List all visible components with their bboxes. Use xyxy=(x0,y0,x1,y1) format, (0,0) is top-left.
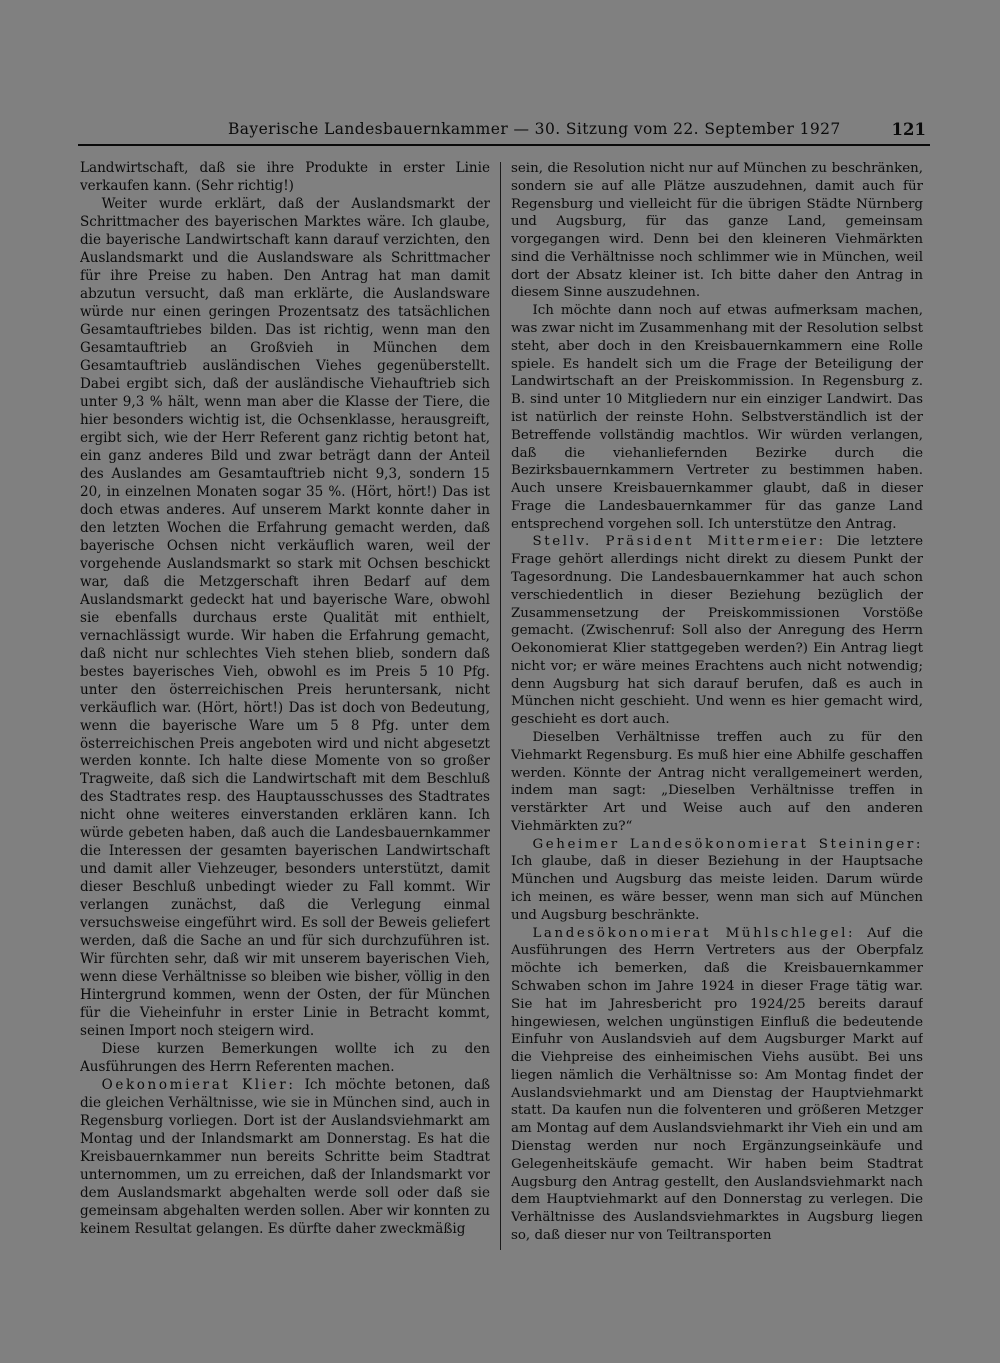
running-title: Bayerische Landesbauernkammer — 30. Sitzung vom 22. September 1927 xyxy=(228,120,841,138)
paragraph-text: Landwirtschaft, daß sie ihre Produkte in erster Linie verkaufen kann. (Sehr richtig!) xyxy=(80,160,490,194)
page-header xyxy=(78,120,930,144)
column-divider xyxy=(500,162,501,1250)
speaker-name: Oekonomierat Klier: xyxy=(101,1077,296,1094)
paragraph-text: Ich möchte dann noch auf etwas aufmerksam machen, was zwar nicht im Zusammenhang mit der Resolution selbst steht, aber doch in den Kreisbauernkammern eine Rolle spiele. Es handelt sich um die Frage der Beteiligung der Landwirtschaft an der Preiskommission. In Regensburg z. B. sind unter 10 Mitgliedern nur ein einziger Landwirt. Das ist natürlich der reinste Hohn. Selbstverständlich ist der Betreffende vollständig machtlos. Wir würden verlangen, daß die viehanliefernden Bezirke durch die Bezirksbauernkammern Vertreter zu bestimmen haben. Auch unsere Kreisbauernkammer glaubt, daß in dieser Frage die Landesbauernkammer für das ganze Land entsprechend vorgehen soll. Ich unterstütze den Antrag. xyxy=(511,303,923,532)
paragraph xyxy=(80,1041,490,1077)
page-number: 121 xyxy=(891,120,926,139)
paragraph-text: Weiter wurde erklärt, daß der Auslandsmarkt der Schrittmacher des bayerischen Marktes wäre. Ich glaube, die bayerische Landwirtschaft kann darauf verzichten, den Auslandsmarkt und die Auslandsware als Schrittmacher für ihre Preise zu haben. Den Antrag hat man damit abzutun versucht, daß man erklärte, die Auslandsware würde nur einen geringen Prozentsatz des tatsächlichen Gesamtauftriebes bilden. Das ist richtig, wenn man den Gesamtauftrieb an Großvieh in München dem Gesamtauftrieb ausländischen Viehes gegenüberstellt. Dabei ergibt sich, daß der ausländische Viehauftrieb sich unter 9,3 % hält, wenn man aber die Klasse der Tiere, die hier besonders wichtig ist, die Ochsenklasse, herausgreift, ergibt sich, wie der Herr Referent ganz richtig betont hat, ein ganz anderes Bild und zwar beträgt dann der Anteil des Auslandes am Gesamtauftrieb nicht 9,3, sondern 15 20, in einzelnen Monaten sogar 35 %. (Hört, hört!) Das ist doch etwas anderes. Auf unserem Markt konnte daher in den letzten Wochen die Erfahrung gemacht werden, daß bayerische Ochsen nicht verkäuflich waren, weil der vorgehende Auslandsmarkt so stark mit Ochsen beschickt war, daß die Metzgerschaft ihren Bedarf auf dem Auslandsmarkt gedeckt hat und bayerische Ware, obwohl sie ebenfalls durchaus erste Qualität mit enthielt, vernachlässigt wurde. Wir haben die Erfahrung gemacht, daß nicht nur schlechtes Vieh stehen blieb, sondern daß bestes bayerisches Vieh, obwohl es im Preis 5 10 Pfg. unter den österreichischen Preis heruntersank, nicht verkäuflich war. (Hört, hört!) Das ist doch von Bedeutung, wenn die bayerische Ware um 5 8 Pfg. unter dem österreichischen Preis angeboten wird und nicht abgesetzt werden konnte. Ich halte diese Momente von so großer Tragweite, daß sich die Landwirtschaft mit dem Beschluß des Stadtrates resp. des Hauptausschusses des Stadtrates nicht ohne weiteres einverstanden erklären kann. Ich würde gebeten haben, daß auch die Landesbauernkammer die Interessen der gesamten bayerischen Landwirtschaft und damit aller Viehzeuger, besonders unterstützt, damit dieser Beschluß unbedingt wieder zu Fall kommt. Wir verlangen zunächst, daß die Verlegung einmal versuchsweise eingeführt wird. Es soll der Beweis geliefert werden, daß die Sache an und für sich durchzuführen ist. Wir fürchten sehr, daß wir mit unserem bayerischen Vieh, wenn diese Verhältnisse so bleiben wie bisher, völlig in den Hintergrund kommen, wenn der Osten, der für München für die Vieheinfuhr in erster Linie in Betracht kommt, seinen Import noch steigern wird. xyxy=(80,195,490,1040)
speaker-name: Geheimer Landesökonomierat Steininger: xyxy=(532,836,923,852)
paragraph-text: Dieselben Verhältnisse treffen auch zu für den Viehmarkt Regensburg. Es muß hier eine Abhilfe geschaffen werden. Könnte der Antrag nicht verallgemeinert werden, indem man sagt: „Dieselben Verhältnisse treffen in verstärkter Art und Weise auch auf den anderen Viehmärkten zu?“ xyxy=(511,730,923,834)
paragraph-text: Ich glaube, daß in dieser Beziehung in der Hauptsache München und Augsburg das meiste leiden. Darum würde ich meinen, es wäre besser, wenn man sich auf München und Augsburg beschränkte. xyxy=(511,854,923,923)
paragraph xyxy=(511,925,923,1245)
header-rule xyxy=(78,144,930,146)
paragraph xyxy=(511,160,923,302)
speaker-name: Landesökonomierat Mühlschlegel: xyxy=(532,925,856,941)
paragraph-text: Ich möchte betonen, daß die gleichen Verhältnisse, wie sie in München sind, auch in Regensburg vorliegen. Dort ist der Auslandsviehmarkt am Montag und der Inlandsmarkt am Donnerstag. Es hat die Kreisbauernkammer nun bereits Schritte beim Stadtrat unternommen, um zu erreichen, daß der Inlandsmarkt vor dem Auslandsmarkt abgehalten werde soll oder daß sie gemeinsam abgehalten werden sollen. Aber wir konnten zu keinem Resultat gelangen. Es dürfte daher zweckmäßig xyxy=(80,1077,490,1238)
left-column xyxy=(80,160,490,1250)
paragraph xyxy=(511,836,923,925)
paragraph-text: Auf die Ausführungen des Herrn Vertreters aus der Oberpfalz möchte ich bemerken, daß die Kreisbauernkammer Schwaben schon im Jahre 1924 in dieser Frage tätig war. Sie hat im Jahresbericht pro 1924/25 bereits darauf hingewiesen, welchen ungünstigen Einfluß die bedeutende Einfuhr von Auslandsvieh auf dem Augsburger Markt auf die Viehpreise des einheimischen Viehs ausübt. Bei uns liegen nämlich die Verhältnisse so: Am Montag findet der Auslandsviehmarkt und am Dienstag der Hauptviehmarkt statt. Da kaufen nun die folventeren und größeren Metzger am Montag auf dem Auslandsviehmarkt ihr Vieh ein und am Dienstag werden nur noch Ergänzungseinkäufe und Gelegenheitskäufe gemacht. Wir haben beim Stadtrat Augsburg den Antrag gestellt, den Auslandsviehmarkt nach dem Hauptviehmarkt auf den Donnerstag zu verlegen. Die Verhältnisse des Auslandsviehmarktes in Augsburg liegen so, daß dieser nur von Teiltransporten xyxy=(511,925,923,1243)
paragraph xyxy=(511,729,923,836)
paragraph-text: Die letztere Frage gehört allerdings nicht direkt zu diesem Punkt der Tagesordnung. Die Landesbauernkammer hat auch schon verschiedentlich in dieser Beziehung bezüglich der Zusammensetzung der Preiskommissionen Vorstöße gemacht. (Zwischenruf: Soll also der Anregung des Herrn Oekonomierat Klier stattgegeben werden?) Ein Antrag liegt nicht vor; er wäre meines Erachtens auch nicht notwendig; denn Augsburg hat sich darauf berufen, daß es auch in München nicht geschieht. Und wenn es hier gemacht wird, geschieht es dort auch. xyxy=(511,534,923,728)
paragraph-text: sein, die Resolution nicht nur auf München zu beschränken, sondern sie auf alle Plätze auszudehnen, damit auch für Regensburg und vielleicht für die übrigen Städte Nürnberg und Augsburg, für das ganze Land, gemeinsam vorgegangen wird. Denn bei den kleineren Viehmärkten sind die Verhältnisse noch schlimmer wie in München, weil dort der Absatz kleiner ist. Ich bitte daher den Antrag in diesem Sinne auszudehnen. xyxy=(511,161,923,301)
speaker-name: Stellv. Präsident Mittermeier: xyxy=(532,534,826,550)
paragraph xyxy=(511,302,923,533)
paragraph xyxy=(80,160,490,196)
paragraph-text: Diese kurzen Bemerkungen wollte ich zu den Ausführungen des Herrn Referenten machen. xyxy=(80,1041,490,1076)
paragraph xyxy=(511,533,923,729)
paragraph xyxy=(80,196,490,1041)
paragraph xyxy=(80,1077,490,1239)
right-column xyxy=(511,160,923,1250)
